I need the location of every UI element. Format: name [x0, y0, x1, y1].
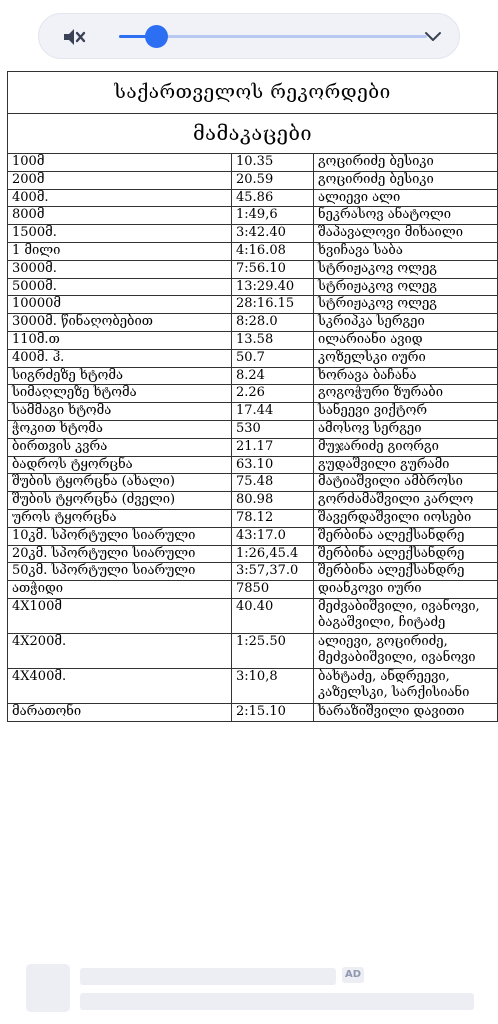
record-result: 13:29.40	[232, 278, 314, 296]
record-result: 17.44	[232, 403, 314, 421]
table-row	[8, 545, 498, 563]
table-row	[8, 438, 498, 456]
record-result: 4:16.08	[232, 242, 314, 260]
ad-placeholder[interactable]	[26, 964, 474, 1012]
record-holder: ილარიანი ავიდ	[314, 331, 498, 349]
record-result: 3:42.40	[232, 225, 314, 243]
record-holder: სტრიჟაკოვ ოლეგ	[314, 296, 498, 314]
records-table	[7, 71, 498, 722]
record-event: 400მ. ჰ.	[8, 349, 232, 367]
record-event: 4X100მ	[8, 598, 232, 633]
table-row	[8, 278, 498, 296]
record-result: 3:10,8	[232, 668, 314, 703]
record-holder: გოცირიძე ბესიკი	[314, 154, 498, 172]
table-row	[8, 527, 498, 545]
record-event: 1 მილი	[8, 242, 232, 260]
record-holder: შავერდაშვილი იოსები	[314, 509, 498, 527]
record-event: სამმაგი ხტომა	[8, 403, 232, 421]
table-subtitle: მამაკაცები	[8, 114, 498, 154]
ad-badge: AD	[342, 967, 364, 983]
record-result: 3:57,37.0	[232, 563, 314, 581]
ad-text-line	[80, 993, 474, 1010]
table-row	[8, 509, 498, 527]
record-event: 10000მ	[8, 296, 232, 314]
record-holder: ხორავა ბაჩანა	[314, 367, 498, 385]
record-result: 10.35	[232, 154, 314, 172]
record-result: 21.17	[232, 438, 314, 456]
table-row	[8, 296, 498, 314]
record-holder: გოცირიძე ბესიკი	[314, 171, 498, 189]
table-row	[8, 633, 498, 668]
record-holder: სანეევი ვიქტორ	[314, 403, 498, 421]
table-row	[8, 154, 498, 172]
record-holder: კოზელსკი იური	[314, 349, 498, 367]
record-event: 100მ	[8, 154, 232, 172]
record-event: 400მ.	[8, 189, 232, 207]
record-result: 75.48	[232, 474, 314, 492]
record-result: 13.58	[232, 331, 314, 349]
record-holder: სტრიჟაკოვ ოლეგ	[314, 278, 498, 296]
table-row	[8, 225, 498, 243]
table-row	[8, 474, 498, 492]
table-row	[8, 349, 498, 367]
table-row	[8, 385, 498, 403]
record-event: სიგრძეზე ხტომა	[8, 367, 232, 385]
table-title-row	[8, 72, 498, 114]
record-result: 530	[232, 420, 314, 438]
record-holder: მუჯარიძე გიორგი	[314, 438, 498, 456]
audio-player-bar	[38, 13, 460, 59]
table-row	[8, 260, 498, 278]
table-row	[8, 420, 498, 438]
record-holder: ბახტაძე, ანდრეევი, კაზელსკი, სარქისიანი	[314, 668, 498, 703]
record-result: 28:16.15	[232, 296, 314, 314]
record-event: 800მ	[8, 207, 232, 225]
volume-slider[interactable]	[119, 35, 427, 38]
record-holder: ამოსოვ სერგეი	[314, 420, 498, 438]
record-event: ჭოკით ხტომა	[8, 420, 232, 438]
record-holder: ალიევი, გოცირიძე, მეძვაბიშვილი, ივანოვი	[314, 633, 498, 668]
record-result: 45.86	[232, 189, 314, 207]
table-row	[8, 598, 498, 633]
record-holder: გუდაშვილი გურამი	[314, 456, 498, 474]
table-row	[8, 456, 498, 474]
record-result: 1:49,6	[232, 207, 314, 225]
table-row	[8, 581, 498, 599]
record-holder: გორძამაშვილი კარლო	[314, 492, 498, 510]
record-holder: სკრიპკა სერგეი	[314, 314, 498, 332]
record-result: 7850	[232, 581, 314, 599]
table-row	[8, 189, 498, 207]
table-title: საქართველოს რეკორდები	[8, 72, 498, 114]
record-event: შუბის ტყორცნა (ძველი)	[8, 492, 232, 510]
record-event: უროს ტყორცნა	[8, 509, 232, 527]
record-holder: ნეკრასოვ ანატოლი	[314, 207, 498, 225]
table-row	[8, 207, 498, 225]
record-holder: ხვიჩავა საბა	[314, 242, 498, 260]
record-result: 80.98	[232, 492, 314, 510]
record-result: 2.26	[232, 385, 314, 403]
ad-text-line	[80, 968, 336, 985]
record-event: 200მ	[8, 171, 232, 189]
record-event: 3000მ. წინაღობებით	[8, 314, 232, 332]
record-holder: ხარაზიშვილი დავითი	[314, 703, 498, 721]
record-event: ბადროს ტყორცნა	[8, 456, 232, 474]
record-event: 3000მ.	[8, 260, 232, 278]
table-row	[8, 563, 498, 581]
record-event: 110მ.თ	[8, 331, 232, 349]
record-holder: გოგოჭური ზურაბი	[314, 385, 498, 403]
record-holder: მეძვაბიშვილი, ივანოვი, ბაგაშვილი, ჩიტაძე	[314, 598, 498, 633]
mute-icon[interactable]	[61, 25, 87, 49]
record-event: 10კმ. სპორტული სიარული	[8, 527, 232, 545]
record-holder: მატიაშვილი ამბროსი	[314, 474, 498, 492]
record-result: 40.40	[232, 598, 314, 633]
record-holder: შერბინა ალექსანდრე	[314, 545, 498, 563]
record-result: 20.59	[232, 171, 314, 189]
record-event: 1500მ.	[8, 225, 232, 243]
table-row	[8, 314, 498, 332]
record-event: 50კმ. სპორტული სიარული	[8, 563, 232, 581]
slider-thumb[interactable]	[145, 25, 168, 48]
record-result: 2:15.10	[232, 703, 314, 721]
table-subtitle-row	[8, 114, 498, 154]
table-row	[8, 171, 498, 189]
record-result: 8.24	[232, 367, 314, 385]
record-event: 4X200მ.	[8, 633, 232, 668]
record-result: 43:17.0	[232, 527, 314, 545]
record-result: 78.12	[232, 509, 314, 527]
record-event: ბირთვის კვრა	[8, 438, 232, 456]
record-result: 1:26,45.4	[232, 545, 314, 563]
record-event: სიმაღლეზე ხტომა	[8, 385, 232, 403]
table-row	[8, 703, 498, 721]
record-holder: სტრიჟაკოვ ოლეგ	[314, 260, 498, 278]
table-row	[8, 403, 498, 421]
chevron-down-icon[interactable]	[423, 28, 443, 44]
table-row	[8, 242, 498, 260]
record-event: ათჭიდი	[8, 581, 232, 599]
record-holder: შაპავალოვი მიხაილი	[314, 225, 498, 243]
record-event: 20კმ. სპორტული სიარული	[8, 545, 232, 563]
record-result: 1:25.50	[232, 633, 314, 668]
record-event: 5000მ.	[8, 278, 232, 296]
table-row	[8, 492, 498, 510]
table-row	[8, 668, 498, 703]
record-result: 7:56.10	[232, 260, 314, 278]
record-event: 4X400მ.	[8, 668, 232, 703]
record-result: 50.7	[232, 349, 314, 367]
table-row	[8, 331, 498, 349]
table-row	[8, 367, 498, 385]
record-result: 8:28.0	[232, 314, 314, 332]
record-event: შუბის ტყორცნა (ახალი)	[8, 474, 232, 492]
record-holder: შერბინა ალექსანდრე	[314, 527, 498, 545]
ad-image-placeholder	[26, 964, 70, 1012]
record-result: 63.10	[232, 456, 314, 474]
record-holder: დიანკოვი იური	[314, 581, 498, 599]
record-holder: შერბინა ალექსანდრე	[314, 563, 498, 581]
record-holder: ალიევი ალი	[314, 189, 498, 207]
record-event: მარათონი	[8, 703, 232, 721]
